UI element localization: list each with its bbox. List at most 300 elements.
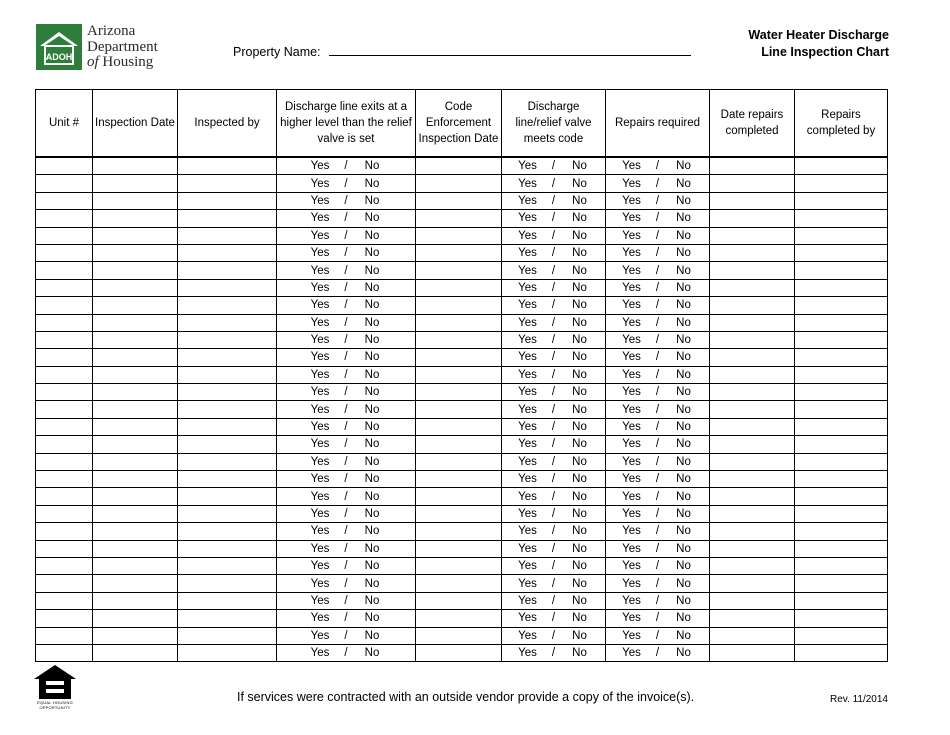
- no-option[interactable]: No: [572, 160, 587, 173]
- yes-option[interactable]: Yes: [518, 247, 537, 260]
- yes-no-cell[interactable]: [502, 157, 606, 175]
- blank-cell[interactable]: [795, 262, 888, 279]
- yes-no-cell[interactable]: [606, 227, 710, 244]
- no-option[interactable]: No: [572, 473, 587, 486]
- blank-cell[interactable]: [93, 227, 178, 244]
- blank-cell[interactable]: [36, 488, 93, 505]
- no-option[interactable]: No: [676, 177, 691, 190]
- no-option[interactable]: No: [676, 281, 691, 294]
- blank-cell[interactable]: [795, 488, 888, 505]
- blank-cell[interactable]: [710, 262, 795, 279]
- no-option[interactable]: No: [572, 212, 587, 225]
- blank-cell[interactable]: [795, 297, 888, 314]
- yes-no-cell[interactable]: [606, 453, 710, 470]
- blank-cell[interactable]: [416, 471, 502, 488]
- yes-option[interactable]: Yes: [310, 542, 330, 555]
- blank-cell[interactable]: [416, 610, 502, 627]
- yes-no-cell[interactable]: [606, 210, 710, 227]
- blank-cell[interactable]: [416, 157, 502, 175]
- blank-cell[interactable]: [178, 297, 277, 314]
- no-option[interactable]: No: [572, 229, 587, 242]
- yes-no-cell[interactable]: [606, 349, 710, 366]
- blank-cell[interactable]: [178, 210, 277, 227]
- yes-no-cell[interactable]: [277, 192, 416, 209]
- blank-cell[interactable]: [93, 575, 178, 592]
- no-option[interactable]: No: [364, 264, 380, 277]
- no-option[interactable]: No: [676, 316, 691, 329]
- yes-no-cell[interactable]: [502, 418, 606, 435]
- blank-cell[interactable]: [36, 227, 93, 244]
- no-option[interactable]: No: [364, 351, 380, 364]
- blank-cell[interactable]: [710, 540, 795, 557]
- no-option[interactable]: No: [676, 421, 691, 434]
- blank-cell[interactable]: [710, 627, 795, 644]
- no-option[interactable]: No: [364, 560, 380, 573]
- blank-cell[interactable]: [416, 418, 502, 435]
- yes-no-cell[interactable]: [502, 610, 606, 627]
- yes-no-cell[interactable]: [502, 523, 606, 540]
- yes-no-cell[interactable]: [502, 505, 606, 522]
- yes-option[interactable]: Yes: [310, 490, 330, 503]
- no-option[interactable]: No: [572, 594, 587, 607]
- yes-no-cell[interactable]: [502, 453, 606, 470]
- yes-option[interactable]: Yes: [310, 368, 330, 381]
- blank-cell[interactable]: [416, 488, 502, 505]
- no-option[interactable]: No: [572, 612, 587, 625]
- blank-cell[interactable]: [93, 557, 178, 574]
- yes-no-cell[interactable]: [277, 210, 416, 227]
- no-option[interactable]: No: [676, 525, 691, 538]
- yes-option[interactable]: Yes: [518, 473, 537, 486]
- yes-option[interactable]: Yes: [310, 281, 330, 294]
- yes-no-cell[interactable]: [606, 366, 710, 383]
- blank-cell[interactable]: [795, 244, 888, 261]
- blank-cell[interactable]: [416, 262, 502, 279]
- no-option[interactable]: No: [676, 542, 691, 555]
- yes-option[interactable]: Yes: [310, 508, 330, 520]
- no-option[interactable]: No: [572, 334, 587, 347]
- yes-option[interactable]: Yes: [518, 438, 537, 451]
- no-option[interactable]: No: [676, 212, 691, 225]
- yes-no-cell[interactable]: [606, 244, 710, 261]
- blank-cell[interactable]: [416, 627, 502, 644]
- property-name-line[interactable]: [329, 43, 691, 56]
- blank-cell[interactable]: [795, 453, 888, 470]
- blank-cell[interactable]: [178, 366, 277, 383]
- yes-option[interactable]: Yes: [310, 525, 330, 538]
- no-option[interactable]: No: [676, 473, 691, 486]
- blank-cell[interactable]: [93, 279, 178, 296]
- no-option[interactable]: No: [572, 264, 587, 277]
- no-option[interactable]: No: [572, 647, 587, 660]
- yes-option[interactable]: Yes: [622, 403, 641, 416]
- blank-cell[interactable]: [795, 557, 888, 574]
- yes-no-cell[interactable]: [277, 557, 416, 574]
- yes-option[interactable]: Yes: [518, 577, 537, 590]
- blank-cell[interactable]: [710, 505, 795, 522]
- blank-cell[interactable]: [710, 401, 795, 418]
- blank-cell[interactable]: [93, 644, 178, 661]
- yes-option[interactable]: Yes: [622, 421, 641, 434]
- yes-option[interactable]: Yes: [518, 542, 537, 555]
- blank-cell[interactable]: [36, 314, 93, 331]
- blank-cell[interactable]: [710, 523, 795, 540]
- blank-cell[interactable]: [178, 314, 277, 331]
- yes-option[interactable]: Yes: [310, 229, 330, 242]
- yes-no-cell[interactable]: [277, 297, 416, 314]
- no-option[interactable]: No: [572, 560, 587, 573]
- blank-cell[interactable]: [710, 279, 795, 296]
- blank-cell[interactable]: [36, 384, 93, 401]
- yes-no-cell[interactable]: [277, 592, 416, 609]
- blank-cell[interactable]: [416, 227, 502, 244]
- yes-no-cell[interactable]: [502, 262, 606, 279]
- blank-cell[interactable]: [178, 453, 277, 470]
- no-option[interactable]: No: [676, 490, 691, 503]
- no-option[interactable]: No: [676, 386, 691, 399]
- blank-cell[interactable]: [36, 244, 93, 261]
- no-option[interactable]: No: [572, 281, 587, 294]
- blank-cell[interactable]: [416, 523, 502, 540]
- yes-no-cell[interactable]: [606, 610, 710, 627]
- yes-no-cell[interactable]: [502, 384, 606, 401]
- no-option[interactable]: No: [364, 368, 380, 381]
- no-option[interactable]: No: [364, 473, 380, 486]
- blank-cell[interactable]: [93, 471, 178, 488]
- yes-option[interactable]: Yes: [310, 334, 330, 347]
- blank-cell[interactable]: [36, 262, 93, 279]
- blank-cell[interactable]: [93, 262, 178, 279]
- yes-option[interactable]: Yes: [310, 438, 330, 451]
- blank-cell[interactable]: [93, 488, 178, 505]
- blank-cell[interactable]: [178, 418, 277, 435]
- no-option[interactable]: No: [364, 212, 380, 225]
- blank-cell[interactable]: [93, 210, 178, 227]
- no-option[interactable]: No: [572, 316, 587, 329]
- yes-no-cell[interactable]: [502, 210, 606, 227]
- blank-cell[interactable]: [710, 331, 795, 348]
- yes-no-cell[interactable]: [277, 453, 416, 470]
- no-option[interactable]: No: [676, 612, 691, 625]
- yes-option[interactable]: Yes: [518, 212, 537, 225]
- no-option[interactable]: No: [676, 594, 691, 607]
- yes-option[interactable]: Yes: [518, 455, 537, 468]
- yes-no-cell[interactable]: [606, 314, 710, 331]
- blank-cell[interactable]: [36, 471, 93, 488]
- blank-cell[interactable]: [178, 644, 277, 661]
- blank-cell[interactable]: [93, 349, 178, 366]
- no-option[interactable]: No: [676, 403, 691, 416]
- yes-no-cell[interactable]: [277, 227, 416, 244]
- no-option[interactable]: No: [676, 299, 691, 312]
- no-option[interactable]: No: [572, 368, 587, 381]
- yes-no-cell[interactable]: [277, 262, 416, 279]
- yes-no-cell[interactable]: [277, 523, 416, 540]
- blank-cell[interactable]: [710, 210, 795, 227]
- yes-option[interactable]: Yes: [518, 594, 537, 607]
- yes-no-cell[interactable]: [606, 627, 710, 644]
- yes-option[interactable]: Yes: [518, 508, 537, 520]
- blank-cell[interactable]: [93, 384, 178, 401]
- yes-option[interactable]: Yes: [310, 160, 330, 173]
- yes-option[interactable]: Yes: [310, 351, 330, 364]
- blank-cell[interactable]: [795, 227, 888, 244]
- yes-option[interactable]: Yes: [622, 560, 641, 573]
- yes-option[interactable]: Yes: [310, 473, 330, 486]
- blank-cell[interactable]: [795, 157, 888, 175]
- blank-cell[interactable]: [795, 210, 888, 227]
- yes-no-cell[interactable]: [606, 557, 710, 574]
- blank-cell[interactable]: [416, 331, 502, 348]
- blank-cell[interactable]: [710, 384, 795, 401]
- yes-no-cell[interactable]: [502, 244, 606, 261]
- blank-cell[interactable]: [710, 227, 795, 244]
- blank-cell[interactable]: [93, 436, 178, 453]
- yes-no-cell[interactable]: [277, 540, 416, 557]
- blank-cell[interactable]: [93, 314, 178, 331]
- yes-option[interactable]: Yes: [622, 455, 641, 468]
- no-option[interactable]: No: [572, 177, 587, 190]
- yes-option[interactable]: Yes: [622, 351, 641, 364]
- yes-option[interactable]: Yes: [622, 438, 641, 451]
- blank-cell[interactable]: [36, 505, 93, 522]
- yes-no-cell[interactable]: [502, 627, 606, 644]
- no-option[interactable]: No: [572, 421, 587, 434]
- yes-option[interactable]: Yes: [310, 264, 330, 277]
- yes-no-cell[interactable]: [502, 297, 606, 314]
- no-option[interactable]: No: [364, 612, 380, 625]
- no-option[interactable]: No: [572, 508, 587, 520]
- blank-cell[interactable]: [36, 557, 93, 574]
- blank-cell[interactable]: [710, 592, 795, 609]
- blank-cell[interactable]: [416, 505, 502, 522]
- yes-option[interactable]: Yes: [518, 421, 537, 434]
- blank-cell[interactable]: [416, 453, 502, 470]
- no-option[interactable]: No: [676, 247, 691, 260]
- yes-option[interactable]: Yes: [310, 629, 330, 642]
- yes-no-cell[interactable]: [277, 418, 416, 435]
- yes-option[interactable]: Yes: [518, 351, 537, 364]
- no-option[interactable]: No: [364, 194, 380, 207]
- no-option[interactable]: No: [364, 594, 380, 607]
- blank-cell[interactable]: [795, 384, 888, 401]
- yes-no-cell[interactable]: [277, 436, 416, 453]
- yes-no-cell[interactable]: [277, 505, 416, 522]
- blank-cell[interactable]: [178, 244, 277, 261]
- blank-cell[interactable]: [416, 297, 502, 314]
- yes-option[interactable]: Yes: [310, 403, 330, 416]
- blank-cell[interactable]: [178, 384, 277, 401]
- yes-no-cell[interactable]: [606, 262, 710, 279]
- blank-cell[interactable]: [93, 418, 178, 435]
- blank-cell[interactable]: [36, 644, 93, 661]
- blank-cell[interactable]: [416, 575, 502, 592]
- blank-cell[interactable]: [93, 331, 178, 348]
- blank-cell[interactable]: [710, 557, 795, 574]
- yes-no-cell[interactable]: [606, 331, 710, 348]
- blank-cell[interactable]: [710, 349, 795, 366]
- no-option[interactable]: No: [676, 368, 691, 381]
- yes-no-cell[interactable]: [502, 644, 606, 661]
- yes-option[interactable]: Yes: [518, 264, 537, 277]
- blank-cell[interactable]: [36, 540, 93, 557]
- no-option[interactable]: No: [676, 455, 691, 468]
- yes-no-cell[interactable]: [277, 349, 416, 366]
- yes-option[interactable]: Yes: [310, 386, 330, 399]
- blank-cell[interactable]: [795, 175, 888, 192]
- yes-no-cell[interactable]: [277, 488, 416, 505]
- yes-option[interactable]: Yes: [622, 508, 641, 520]
- yes-no-cell[interactable]: [606, 279, 710, 296]
- yes-option[interactable]: Yes: [518, 490, 537, 503]
- yes-no-cell[interactable]: [277, 384, 416, 401]
- yes-option[interactable]: Yes: [622, 229, 641, 242]
- yes-no-cell[interactable]: [502, 436, 606, 453]
- blank-cell[interactable]: [710, 644, 795, 661]
- yes-option[interactable]: Yes: [310, 560, 330, 573]
- blank-cell[interactable]: [416, 366, 502, 383]
- yes-option[interactable]: Yes: [622, 212, 641, 225]
- yes-option[interactable]: Yes: [518, 177, 537, 190]
- blank-cell[interactable]: [710, 157, 795, 175]
- no-option[interactable]: No: [364, 160, 380, 173]
- no-option[interactable]: No: [572, 490, 587, 503]
- blank-cell[interactable]: [795, 540, 888, 557]
- yes-option[interactable]: Yes: [310, 194, 330, 207]
- blank-cell[interactable]: [93, 523, 178, 540]
- blank-cell[interactable]: [178, 349, 277, 366]
- blank-cell[interactable]: [710, 192, 795, 209]
- blank-cell[interactable]: [93, 610, 178, 627]
- yes-no-cell[interactable]: [502, 331, 606, 348]
- blank-cell[interactable]: [178, 610, 277, 627]
- blank-cell[interactable]: [36, 331, 93, 348]
- yes-no-cell[interactable]: [277, 331, 416, 348]
- blank-cell[interactable]: [416, 436, 502, 453]
- yes-no-cell[interactable]: [606, 592, 710, 609]
- blank-cell[interactable]: [710, 610, 795, 627]
- no-option[interactable]: No: [364, 542, 380, 555]
- blank-cell[interactable]: [36, 436, 93, 453]
- yes-option[interactable]: Yes: [310, 316, 330, 329]
- no-option[interactable]: No: [676, 629, 691, 642]
- blank-cell[interactable]: [36, 210, 93, 227]
- blank-cell[interactable]: [795, 592, 888, 609]
- blank-cell[interactable]: [416, 175, 502, 192]
- yes-no-cell[interactable]: [502, 401, 606, 418]
- yes-no-cell[interactable]: [502, 175, 606, 192]
- yes-no-cell[interactable]: [606, 401, 710, 418]
- yes-option[interactable]: Yes: [622, 542, 641, 555]
- no-option[interactable]: No: [572, 351, 587, 364]
- blank-cell[interactable]: [795, 575, 888, 592]
- yes-no-cell[interactable]: [606, 488, 710, 505]
- no-option[interactable]: No: [572, 299, 587, 312]
- no-option[interactable]: No: [364, 403, 380, 416]
- blank-cell[interactable]: [93, 505, 178, 522]
- blank-cell[interactable]: [416, 384, 502, 401]
- blank-cell[interactable]: [178, 575, 277, 592]
- blank-cell[interactable]: [178, 592, 277, 609]
- blank-cell[interactable]: [36, 297, 93, 314]
- blank-cell[interactable]: [795, 627, 888, 644]
- yes-option[interactable]: Yes: [622, 264, 641, 277]
- yes-option[interactable]: Yes: [622, 629, 641, 642]
- no-option[interactable]: No: [364, 455, 380, 468]
- yes-option[interactable]: Yes: [518, 160, 537, 173]
- yes-no-cell[interactable]: [606, 471, 710, 488]
- yes-no-cell[interactable]: [277, 366, 416, 383]
- yes-option[interactable]: Yes: [622, 316, 641, 329]
- no-option[interactable]: No: [676, 229, 691, 242]
- blank-cell[interactable]: [795, 314, 888, 331]
- yes-option[interactable]: Yes: [310, 421, 330, 434]
- blank-cell[interactable]: [36, 592, 93, 609]
- blank-cell[interactable]: [795, 610, 888, 627]
- blank-cell[interactable]: [795, 436, 888, 453]
- yes-option[interactable]: Yes: [622, 612, 641, 625]
- blank-cell[interactable]: [36, 575, 93, 592]
- blank-cell[interactable]: [795, 471, 888, 488]
- blank-cell[interactable]: [178, 627, 277, 644]
- blank-cell[interactable]: [795, 401, 888, 418]
- yes-option[interactable]: Yes: [518, 281, 537, 294]
- blank-cell[interactable]: [795, 418, 888, 435]
- no-option[interactable]: No: [364, 177, 380, 190]
- yes-no-cell[interactable]: [606, 540, 710, 557]
- blank-cell[interactable]: [178, 331, 277, 348]
- blank-cell[interactable]: [93, 453, 178, 470]
- blank-cell[interactable]: [710, 453, 795, 470]
- no-option[interactable]: No: [572, 403, 587, 416]
- yes-option[interactable]: Yes: [310, 177, 330, 190]
- yes-option[interactable]: Yes: [518, 612, 537, 625]
- no-option[interactable]: No: [364, 421, 380, 434]
- blank-cell[interactable]: [93, 157, 178, 175]
- no-option[interactable]: No: [364, 299, 380, 312]
- no-option[interactable]: No: [572, 247, 587, 260]
- blank-cell[interactable]: [416, 244, 502, 261]
- no-option[interactable]: No: [676, 264, 691, 277]
- no-option[interactable]: No: [364, 508, 380, 520]
- blank-cell[interactable]: [416, 192, 502, 209]
- blank-cell[interactable]: [178, 227, 277, 244]
- yes-no-cell[interactable]: [502, 471, 606, 488]
- yes-no-cell[interactable]: [277, 157, 416, 175]
- yes-option[interactable]: Yes: [518, 386, 537, 399]
- no-option[interactable]: No: [364, 334, 380, 347]
- blank-cell[interactable]: [795, 523, 888, 540]
- blank-cell[interactable]: [795, 192, 888, 209]
- blank-cell[interactable]: [416, 644, 502, 661]
- blank-cell[interactable]: [178, 540, 277, 557]
- yes-no-cell[interactable]: [277, 610, 416, 627]
- no-option[interactable]: No: [364, 438, 380, 451]
- yes-no-cell[interactable]: [502, 540, 606, 557]
- yes-no-cell[interactable]: [502, 227, 606, 244]
- no-option[interactable]: No: [676, 647, 691, 660]
- yes-no-cell[interactable]: [606, 175, 710, 192]
- yes-option[interactable]: Yes: [622, 299, 641, 312]
- yes-option[interactable]: Yes: [622, 160, 641, 173]
- blank-cell[interactable]: [795, 349, 888, 366]
- blank-cell[interactable]: [795, 505, 888, 522]
- blank-cell[interactable]: [93, 244, 178, 261]
- yes-option[interactable]: Yes: [622, 473, 641, 486]
- blank-cell[interactable]: [416, 314, 502, 331]
- yes-no-cell[interactable]: [502, 592, 606, 609]
- blank-cell[interactable]: [93, 627, 178, 644]
